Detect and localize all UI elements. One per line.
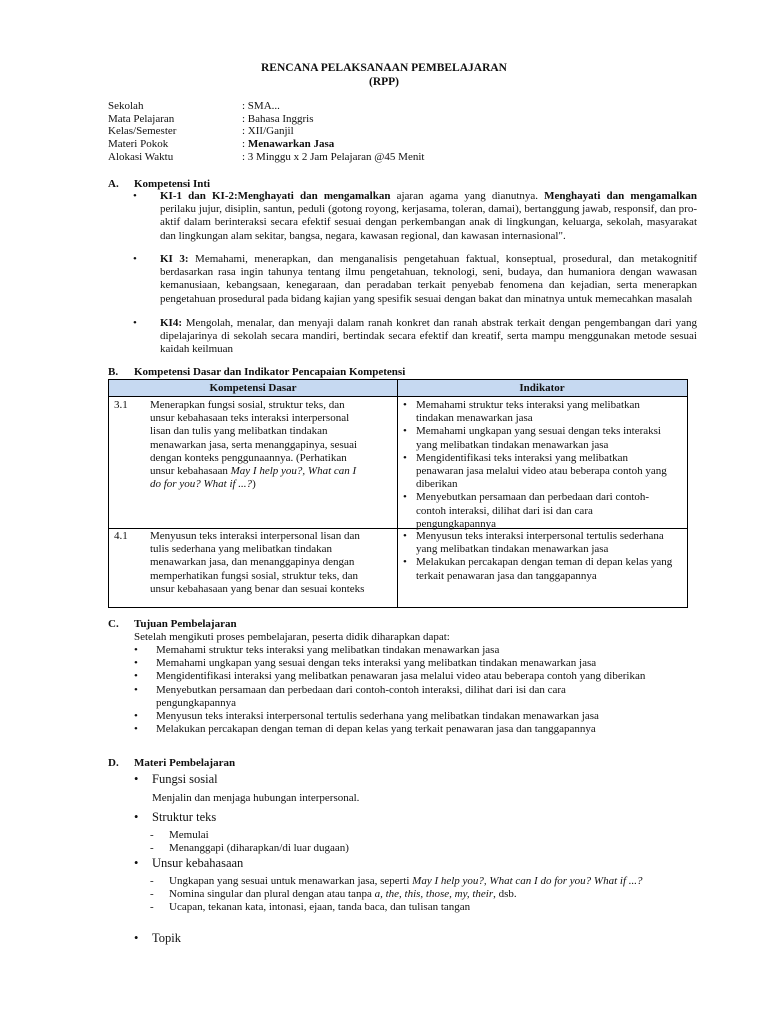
ki4-paragraph xyxy=(160,317,697,357)
materi-topik-title: Topik xyxy=(152,931,181,945)
indicator-item: • Melakukan percakapan dengan teman di depan kelas yang terkait penawaran jasa dan tanggapannya xyxy=(399,556,673,582)
unsur-list xyxy=(150,875,690,915)
info-label-mapel: Mata Pelajaran xyxy=(108,113,175,125)
table-header-kd xyxy=(109,380,397,397)
unsur-item2-text: Nomina singular dan plural dengan atau tanpa xyxy=(169,888,375,901)
ki4-text: Mengolah, menalar, dan menyaji dalam ranah konkret dan ranah abstrak terkait dengan pengembangan dari yang dipelajarinya di sekolah secara mandiri, bertindak secara efektif dan kreatif, serta mampu menggunakan metode sesuai kaidah keilmuan xyxy=(160,317,697,356)
kd-text-3-1-italic: May I help you?, What can I do for you? What if ...? xyxy=(150,465,357,491)
indicator-list-4-1 xyxy=(399,530,673,583)
table-header-indikator-label: Indikator xyxy=(519,382,565,394)
indicator-list-3-1 xyxy=(399,399,673,531)
materi-fungsi-bullet: • xyxy=(134,772,139,786)
document-title: RENCANA PELAKSANAAN PEMBELAJARAN xyxy=(261,62,507,74)
struktur-dash: - xyxy=(150,842,154,855)
section-c-letter: C. xyxy=(108,618,119,630)
unsur-item2-italic: a, the, this, those, my, their xyxy=(374,888,494,901)
indicator-item: • Memahami ungkapan yang sesuai dengan teks interaksi yang melibatkan tindakan menawarkan jasa xyxy=(399,425,673,451)
info-label-alokasi: Alokasi Waktu xyxy=(108,151,174,163)
section-c-intro: Setelah mengikuti proses pembelajaran, peserta didik diharapkan dapat: xyxy=(134,631,450,643)
info-value-materi-prefix: : xyxy=(242,138,248,150)
section-b-title: Kompetensi Dasar dan Indikator Pencapaian Kompetensi xyxy=(134,366,406,378)
info-label-sekolah: Sekolah xyxy=(108,100,144,112)
info-value-materi xyxy=(242,138,334,151)
unsur-item2-end: , dsb. xyxy=(493,888,517,901)
unsur-item xyxy=(150,901,690,914)
document-subtitle: (RPP) xyxy=(368,76,399,88)
info-value-sekolah: : SMA... xyxy=(242,100,280,112)
kd-text-4-1: Menyusun teks interaksi interpersonal lisan dan tulis sederhana yang melibatkan tindakan menawarkan jasa, dan menanggapinya dengan memperhatikan fungsi sosial, struktur teks, dan unsur kebahasaan yang benar dan sesuai konteks xyxy=(150,530,365,595)
unsur-item xyxy=(150,888,690,901)
info-label-materi: Materi Pokok xyxy=(108,138,169,150)
kd-number-3-1: 3.1 xyxy=(114,399,128,411)
ki3-bold: KI 3: xyxy=(160,253,189,265)
info-value-alokasi: : 3 Minggu x 2 Jam Pelajaran @45 Menit xyxy=(242,151,425,163)
tujuan-item: • Menyebutkan persamaan dan perbedaan dari contoh-contoh interaksi, dilihat dari isi dan cara pengungkapannya xyxy=(134,684,626,710)
section-d-letter: D. xyxy=(108,757,119,769)
ki12-text1: ajaran agama yang dianutnya. xyxy=(390,190,545,202)
ki12-bold1: KI-1 dan KI-2:Menghayati dan mengamalkan xyxy=(160,190,391,202)
indicator-item: • Mengidentifikasi teks interaksi yang melibatkan penawaran jasa melalui video atau beberapa contoh yang diberikan xyxy=(399,452,673,492)
info-value-mapel: : Bahasa Inggris xyxy=(242,113,314,125)
ki3-paragraph xyxy=(160,253,697,306)
unsur-item xyxy=(150,875,690,888)
tujuan-item: • Melakukan percakapan dengan teman di depan kelas yang terkait penawaran jasa dan tanggapannya xyxy=(134,723,694,736)
info-value-kelas: : XII/Ganjil xyxy=(242,125,294,137)
table-divider-vertical xyxy=(397,380,398,607)
unsur-item3-text: Ucapan, tekanan kata, intonasi, ejaan, tanda baca, dan tulisan tangan xyxy=(169,901,471,914)
unsur-dash: - xyxy=(150,901,154,914)
materi-unsur-title: Unsur kebahasaan xyxy=(152,856,244,870)
struktur-item xyxy=(150,842,690,855)
ki4-bold: KI4: xyxy=(160,317,182,329)
ki3-text: Memahami, menerapkan, dan menganalisis pengetahuan faktual, konseptual, prosedural, dan metakognitif berdasarkan rasa ingin tahunya tentang ilmu pengetahuan, teknologi, seni, budaya, dan humaniora dengan wawasan kemanusiaan, kebangsaan, kenegaraan, dan peradaban terkait penyebab fenomena dan kejadian, serta menerapkan pengetahuan prosedural pada bidang kajian yang spesifik sesuai dengan bakat dan minatnya untuk memecahkan masalah xyxy=(160,253,697,305)
unsur-item1-italic: May I help you?, What can I do for you? What if ...? xyxy=(412,875,643,887)
materi-struktur-title: Struktur teks xyxy=(152,810,217,824)
unsur-dash: - xyxy=(150,888,154,901)
section-d-title: Materi Pembelajaran xyxy=(134,757,236,769)
indicator-item: • Menyusun teks interaksi interpersonal tertulis sederhana yang melibatkan tindakan menawarkan jasa xyxy=(399,530,673,556)
materi-unsur-bullet: • xyxy=(134,856,139,870)
tujuan-list xyxy=(134,644,694,736)
struktur-item xyxy=(150,829,690,842)
unsur-item1-text: Ungkapan yang sesuai untuk menawarkan jasa, seperti xyxy=(169,875,413,887)
tujuan-item: • Mengidentifikasi interaksi yang melibatkan penawaran jasa melalui video atau beberapa contoh yang diberikan xyxy=(134,670,676,683)
kd-indikator-table xyxy=(108,379,688,608)
struktur-list xyxy=(150,829,690,855)
section-b-letter: B. xyxy=(108,366,119,378)
indicator-item: • Memahami struktur teks interaksi yang melibatkan tindakan menawarkan jasa xyxy=(399,399,673,425)
section-c-title: Tujuan Pembelajaran xyxy=(134,618,237,630)
kd-number-4-1: 4.1 xyxy=(114,530,128,542)
info-label-kelas: Kelas/Semester xyxy=(108,125,177,137)
kd-text-3-1-main: Menerapkan fungsi sosial, struktur teks, dan unsur kebahasaan teks interaksi interpersonal lisan dan tulis yang melibatkan tindakan menawarkan jasa, serta menanggapinya, sesuai dengan konteks penggunaannya. (Perhatikan unsur kebahasaan xyxy=(150,399,358,478)
struktur-item-text: Memulai xyxy=(169,829,209,841)
ki12-text2: perilaku jujur, disiplin, santun, peduli (gotong royong, kerjasama, toleran, damai), bertanggung jawab, responsif, dan pro-aktif dalam berinteraksi secara efektif sesuai dengan perkembangan anak di lingkungan, keluarga, sekolah, masyarakat dan lingkungan alam sekitar, bangsa, negara, kawasan regional, dan kawasan internasional". xyxy=(160,203,697,242)
indicator-item: • Menyebutkan persamaan dan perbedaan dari contoh-contoh interaksi, dilihat dari isi dan cara pengungkapannya xyxy=(399,491,673,531)
materi-fungsi-title: Fungsi sosial xyxy=(152,772,218,786)
kd-text-3-1 xyxy=(150,399,360,491)
struktur-dash: - xyxy=(150,829,154,841)
struktur-item-text: Menanggapi (diharapkan/di luar dugaan) xyxy=(169,842,349,855)
tujuan-item: • Memahami ungkapan yang sesuai dengan teks interaksi yang melibatkan tindakan menawarkan jasa xyxy=(134,657,694,670)
section-a-title: Kompetensi Inti xyxy=(134,178,211,190)
section-a-letter: A. xyxy=(108,178,119,190)
info-value-materi-bold: Menawarkan Jasa xyxy=(247,138,335,150)
ki12-bullet: • xyxy=(133,190,137,202)
kd-text-3-1-end: ) xyxy=(252,478,256,491)
table-header-kd-label: Kompetensi Dasar xyxy=(209,382,297,394)
tujuan-item: • Memahami struktur teks interaksi yang melibatkan tindakan menawarkan jasa xyxy=(134,644,694,657)
ki12-paragraph xyxy=(160,190,697,243)
ki3-bullet: • xyxy=(133,253,137,265)
ki4-bullet: • xyxy=(133,317,137,329)
tujuan-item: • Menyusun teks interaksi interpersonal tertulis sederhana yang melibatkan tindakan menawarkan jasa xyxy=(134,710,694,723)
materi-struktur-bullet: • xyxy=(134,810,139,824)
table-header-indikator xyxy=(397,380,687,397)
unsur-dash: - xyxy=(150,875,154,887)
ki12-bold2: Menghayati dan mengamalkan xyxy=(544,190,697,202)
materi-fungsi-text: Menjalin dan menjaga hubungan interpersonal. xyxy=(152,792,360,804)
materi-topik-bullet: • xyxy=(134,931,139,945)
